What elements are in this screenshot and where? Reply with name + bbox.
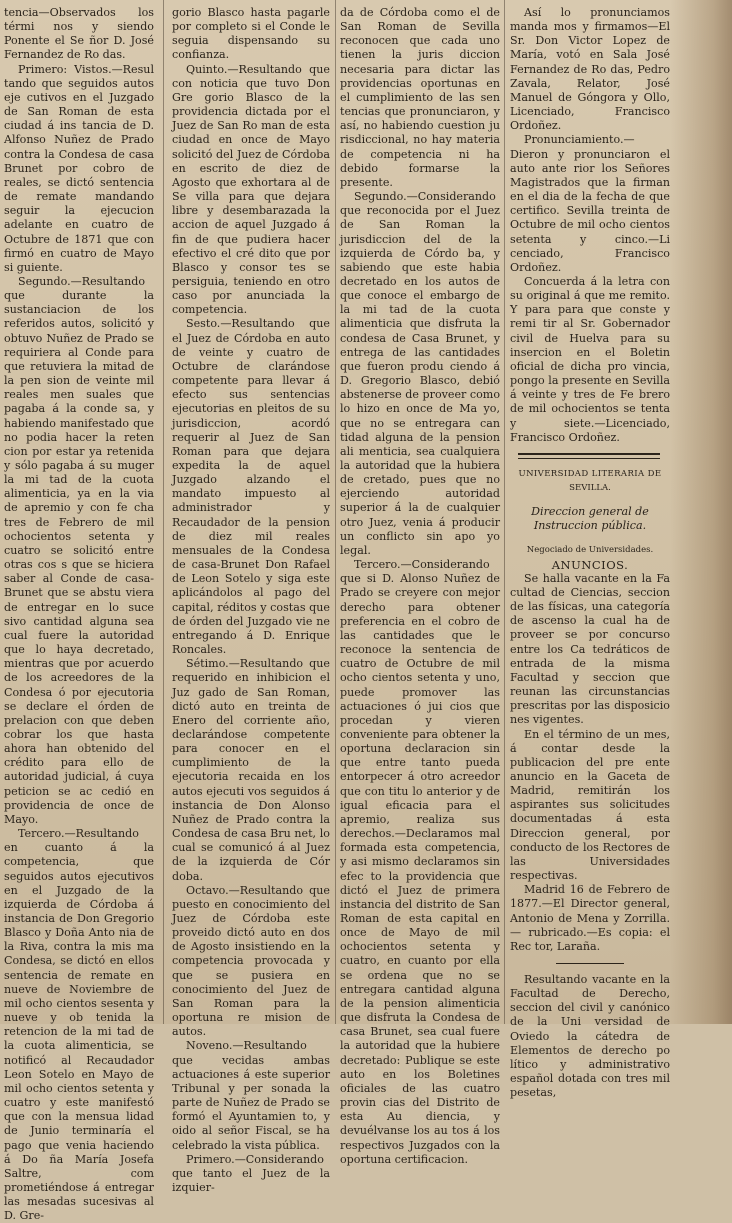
paragraph: Segundo.—Resultando que durante la sustanciacion de los referidos autos, solicitó y obtuvo Nuñez de Prado se requiriera al Conde para que retuviera la mitad de la pen sion de veinte mil reales men suales que pagaba á la conde sa, y habiendo manifestado que no podia hacer la reten cion por estar ya retenida y sólo pagaba á su muger la mi tad de la cuota alimenticia, ya en la via de apremio y con fe cha tres de Febrero de mil ochocientos setenta y cuatro se solicitó entre otras cos s que se hiciera saber al Conde de casa-Brunet que se abstu viera de entregar en lo suce sivo cantidad alguna sea cual fuere la autoridad que lo haya decretado, mientras que por acuerdo de los acreedores de la Condesa ó por ejecutoria se declare el órden de prelacion con que deben cobrar los que hasta ahora han obtenido del crédito para ello de autoridad judicial, á cuya peticion se ac cedió en providencia de once de Mayo.	[4, 274, 154, 826]
department-heading: Direccion general de Instruccion pública.	[531, 505, 649, 533]
paragraph: Resultando vacante en la Facultad de Derecho, seccion del civil y canónico de la Uni versidad de Oviedo la cátedra de Elementos de derecho po lítico y administrativo español dotada con tres mil pesetas,	[510, 973, 670, 1100]
paragraph: Primero: Vistos.—Resul tando que seguidos autos eje cutivos en el Juzgado de San Roman de esta ciudad á ins tancia de D. Alfonso Nuñez de Prado contra la Condesa de casa Brunet por cobro de reales, se dictó sentencia de remate mandando seguir la ejecucion adelante en cuatro de Octubre de 1871 que con firmó en cuatro de Mayo si guiente.	[4, 62, 154, 274]
page-edge-shading	[670, 0, 732, 1024]
column-divider	[335, 0, 336, 1024]
paragraph: Octavo.—Resultando que puesto en conocimiento del Juez de Córdoba este proveido dictó auto en dos de Agosto insistiendo en la competencia provocada y que se pusiera en conocimiento del Juez de San Roman para la oportuna re mision de autos.	[172, 883, 330, 1039]
paragraph: Quinto.—Resultando que con noticia que tuvo Don Gre gorio Blasco de la providencia dictada por el Juez de San Ro man de esta ciudad en once de Mayo solicitó del Juez de Córdoba en escrito de diez de Agosto que exhortara al de Se villa para que dejara libre y desembarazada la accion de aquel Juzgado á fin de que pudiera hacer efectivo el cré dito que por Blasco y consor tes se persiguia, teniendo en otro caso por anunciada la competencia.	[172, 62, 330, 317]
announcements-heading: ANUNCIOS.	[551, 557, 629, 572]
section-subheading: SEVILLA.	[569, 483, 611, 493]
section-divider	[518, 453, 660, 459]
paragraph: Concuerda á la letra con su original á que me remito. Y para para que conste y remi tir al Sr. Gobernador civil de Huelva para su insercion en el Boletin oficial de dicha pro vincia, pongo la presente en Sevilla á veinte y tres de Fe brero de mil ochocientos se tenta y siete.—Licenciado, Francisco Ordoñez.	[510, 274, 670, 444]
paragraph: Primero.—Considerando que tanto el Juez de la izquier-	[172, 1152, 330, 1194]
office-heading: Negociado de Universidades.	[526, 545, 654, 556]
column-3	[340, 6, 500, 1166]
paragraph: Así lo pronunciamos manda mos y firmamos—El Sr. Don Victor Lopez de María, votó en Sala José Fernandez de Ro das, Pedro Zavala, Relator, José Manuel de Góngora y Ollo, Licenciado, Francisco Ordoñez.	[510, 6, 670, 133]
paragraph: Madrid 16 de Febrero de 1877.—El Director general, Antonio de Mena y Zorrilla.— rubricado.—Es copia: el Rec tor, Laraña.	[510, 883, 670, 953]
paragraph: Sesto.—Resultando que el Juez de Córdoba en auto de veinte y cuatro de Octubre de clarándose competente para llevar á efecto sus sentencias ejecutorias en pleitos de su jurisdiccion, acordó requerir al Juez de San Roman para que dejara expedita la de aquel Juzgado alzando el mandato impuesto al administrador y Recaudador de la pension de diez mil reales mensuales de la Condesa de casa-Brunet Don Rafael de Leon Sotelo y siga este aplicándolos al pago del capital, réditos y costas que de órden del Juzgado vie ne entregando á D. Enrique Roncales.	[172, 317, 330, 657]
paragraph: Tercero.—Considerando que si D. Alonso Nuñez de Prado se creyere con mejor derecho para obtener preferencia en el cobro de las cantidades que le reconoce la sentencia de cuatro de Octubre de mil ocho cientos setenta y uno, puede promover las actuaciones ó jui cios que procedan y vieren conveniente para obtener la oportuna declaracion sin que entre tanto pueda entorpecer á otro acreedor que con titu lo anterior y de igual eficacia para el apremio, realiza sus derechos.—Declaramos mal formada esta competencia, y asi mismo declaramos sin efec to la providencia que dictó el Juez de primera instancia del distrito de San Roman de esta capital en once de Mayo de mil ochocientos setenta y cuatro, en cuanto por ella se ordena que no se entregara cantidad alguna de la pension alimenticia que disfruta la Condesa de casa Brunet, sea cual fuere la autoridad que la hubiere decretado: Publique se este auto en los Boletines oficiales de las cuatro provin cias del Distrito de esta Au diencia, y devuélvanse los au tos á los respectivos Juzgados con la oportuna certificacion.	[340, 558, 500, 1166]
paragraph: Segundo.—Considerando que reconocida por el Juez de San Roman la jurisdiccion del de la izquierda de Córdo ba, y sabiendo que este habia decretado en los autos de que conoce el embargo de la mi tad de la cuota alimenticia que disfruta la condesa de Casa Brunet, y entrega de las cantidades que fueron produ ciendo á D. Gregorio Blasco, debió abstenerse de proveer como lo hizo en once de Ma yo, que no se entregara can tidad alguna de la pension ali menticia, sea cualquiera la autoridad que la hubiera de cretado, pues que no ejerciendo autoridad superior á la de cualquier otro Juez, venia á producir un conflicto sin apo yo legal.	[340, 190, 500, 557]
paragraph: Tercero.—Resultando en cuanto á la competencia, que seguidos autos ejecutivos en el Juzgado de la izquierda de Córdoba á instancia de Don Gregorio Blasco y Doña Anto nia de la Riva, contra la mis ma Condesa, se dictó en ellos sentencia de remate en nueve de Noviembre de mil ocho cientos sesenta y nueve y ob tenida la retencion de la mi tad de la cuota alimenticia, se notificó al Recaudador Leon Sotelo en Mayo de mil ocho cientos setenta y cuatro y este manifestó que con la mensua lidad de Junio terminaría el pago que venia haciendo á Do ña María Josefa Saltre, com prometiéndose á entregar las mesadas sucesivas al D. Gre-	[4, 827, 154, 1223]
column-4	[510, 6, 670, 1100]
paragraph: Noveno.—Resultando que vecidas ambas actuaciones á este superior Tribunal y per sonada la parte de Nuñez de Prado se formó el Ayuntamien to, y oido al señor Fiscal, se ha celebrado la vista pública.	[172, 1039, 330, 1152]
section-heading: UNIVERSIDAD LITERARIA DE	[518, 468, 662, 479]
paragraph: da de Córdoba como el de San Roman de Sevilla reconocen que cada uno tienen la juris diccion necesaria para dictar las providencias oportunas en el cumplimiento de las sen tencias que pronunciaron, y así, no habiendo cuestion ju risdiccional, no hay materia de competencia ni ha debido formarse la presente.	[340, 6, 500, 189]
column-divider	[163, 0, 164, 1024]
paragraph: gorio Blasco hasta pagarle por completo si el Conde le seguia dispensando su confianza.	[172, 6, 330, 62]
section-divider	[556, 963, 624, 964]
paragraph: En el término de un mes, á contar desde la publicacion del pre ente anuncio en la Gaceta de Madrid, remitirán los aspirantes sus solicitudes documentadas á esta Direccion general, por conducto de los Rectores de las Universidades respectivas.	[510, 727, 670, 883]
column-1	[4, 6, 154, 1223]
column-divider	[504, 0, 505, 1024]
paragraph: tencia—Observados los térmi nos y siendo Ponente el Se ñor D. José Fernandez de Ro das.	[4, 6, 154, 62]
column-2	[172, 6, 330, 1194]
paragraph: Se halla vacante en la Fa cultad de Ciencias, seccion de las físicas, una categoría de ascenso la cual ha de proveer se por concurso entre los Ca tedráticos de entrada de la misma Facultad y seccion que reunan las circunstancias prescritas por las disposicio nes vigentes.	[510, 571, 670, 727]
paragraph: Pronunciamiento.—Dieron y pronunciaron el auto ante rior los Señores Magistrados que la firman en el dia de la fecha de que certifico. Sevilla treinta de Octubre de mil ocho cientos setenta y cinco.—Li cenciado, Francisco Ordoñez.	[510, 133, 670, 274]
paragraph: Sétimo.—Resultando que requerido en inhibicion el Juz gado de San Roman, dictó auto en treinta de Enero del corriente año, declarándose competente para conocer en el cumplimiento de la ejecutoria recaida en los autos ejecuti vos seguidos á instancia de Don Alonso Nuñez de Prado contra la Condesa de casa Bru net, lo cual se comunicó á al Juez de la izquierda de Cór doba.	[172, 657, 330, 883]
